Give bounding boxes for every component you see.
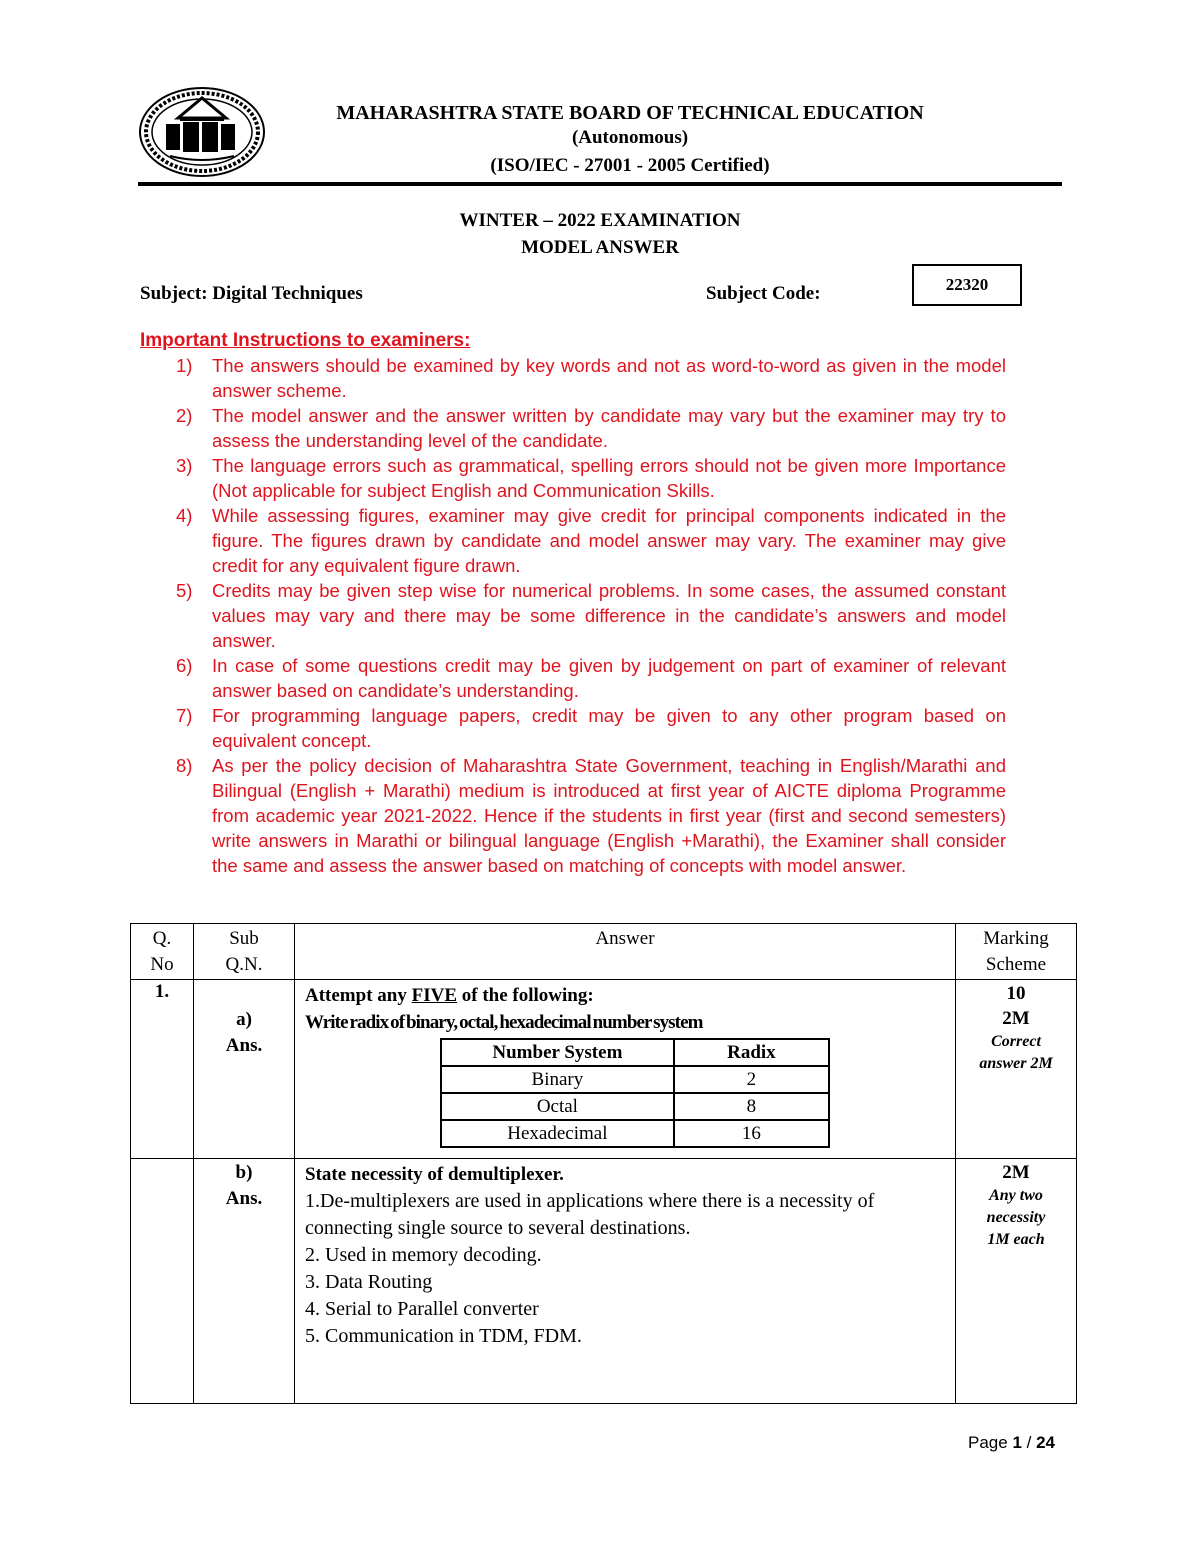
scheme-a-line2: answer 2M — [979, 1055, 1053, 1072]
radix-table — [440, 1038, 830, 1148]
radix-header-system: Number System — [441, 1039, 674, 1066]
exam-title: WINTER – 2022 EXAMINATION — [459, 210, 741, 231]
instruction-item — [140, 403, 1006, 453]
instructions-list — [140, 353, 1006, 878]
table-row — [131, 1159, 1077, 1404]
instruction-text: The language errors such as grammatical, spelling errors should not be given more Importance (Not applicable for subject English and Communication Skills. — [212, 455, 1006, 501]
header-sub-qn: Sub Q.N. — [194, 924, 295, 980]
instruction-number: 2) — [176, 405, 193, 426]
scheme-a-line1: Correct — [991, 1033, 1041, 1050]
radix-value: 2 — [674, 1066, 829, 1093]
scheme-b-line3: 1M each — [987, 1231, 1045, 1248]
instruction-item — [140, 653, 1006, 703]
radix-value: 16 — [674, 1120, 829, 1147]
header-divider — [138, 182, 1062, 186]
question-number-empty — [131, 1159, 194, 1404]
instructions-title: Important Instructions to examiners: — [140, 330, 471, 351]
instruction-number: 4) — [176, 505, 193, 526]
subject-label: Subject: Digital Techniques — [140, 283, 363, 304]
answer-point: 2. Used in memory decoding. — [305, 1244, 542, 1266]
radix-value: 8 — [674, 1093, 829, 1120]
msbte-logo — [136, 84, 268, 180]
instruction-item — [140, 503, 1006, 578]
page-number: Page 1 / 24 — [968, 1433, 1055, 1452]
instruction-number: 8) — [176, 755, 193, 776]
instruction-item — [140, 578, 1006, 653]
answer-cell-a — [295, 980, 956, 1159]
answer-point: 5. Communication in TDM, FDM. — [305, 1325, 582, 1347]
instruction-item — [140, 353, 1006, 403]
instruction-text: The answers should be examined by key words and not as word-to-word as given in the model answer scheme. — [212, 355, 1006, 401]
radix-system: Binary — [441, 1066, 674, 1093]
instruction-text: For programming language papers, credit may be given to any other program based on equivalent concept. — [212, 705, 1006, 751]
radix-row — [441, 1066, 829, 1093]
radix-system: Octal — [441, 1093, 674, 1120]
autonomous-label: (Autonomous) — [571, 127, 689, 148]
exam-subtitle: MODEL ANSWER — [521, 237, 679, 258]
sub-question-a: a) Ans. — [194, 980, 295, 1159]
instruction-number: 1) — [176, 355, 193, 376]
answer-point: 4. Serial to Parallel converter — [305, 1298, 539, 1320]
radix-row — [441, 1120, 829, 1147]
marking-cell-a — [956, 980, 1077, 1159]
instruction-text: While assessing figures, examiner may give credit for principal components indicated in the figure. The figures drawn by candidate and model answer may vary. The examiner may give credit for any equivalent figure drawn. — [212, 505, 1006, 576]
instruction-item — [140, 753, 1006, 878]
radix-header-radix: Radix — [674, 1039, 829, 1066]
question-b-text: State necessity of demultiplexer. — [305, 1164, 564, 1185]
marks-b: 2M — [1002, 1162, 1030, 1183]
board-name: MAHARASHTRA STATE BOARD OF TECHNICAL EDUCATION — [336, 102, 924, 124]
radix-system: Hexadecimal — [441, 1120, 674, 1147]
question-number: 1. — [131, 980, 194, 1159]
scheme-b-line1: Any two — [989, 1187, 1043, 1204]
header-q-no: Q. No — [131, 924, 194, 980]
marks-a: 2M — [1002, 1008, 1030, 1029]
subject-code-box — [912, 264, 1022, 306]
total-marks: 10 — [1006, 983, 1026, 1004]
radix-row — [441, 1093, 829, 1120]
instruction-item — [140, 703, 1006, 753]
sub-question-b: b) Ans. — [194, 1159, 295, 1404]
certification-label: (ISO/IEC - 27001 - 2005 Certified) — [490, 155, 770, 176]
instruction-number: 7) — [176, 705, 193, 726]
instruction-item — [140, 453, 1006, 503]
instruction-text: In case of some questions credit may be given by judgement on part of examiner of relevant answer based on candidate’s understanding. — [212, 655, 1006, 701]
instruction-number: 5) — [176, 580, 193, 601]
instruction-number: 6) — [176, 655, 193, 676]
table-row — [131, 980, 1077, 1159]
header-answer: Answer — [295, 924, 956, 980]
answer-point: 3. Data Routing — [305, 1271, 433, 1293]
marking-cell-b — [956, 1159, 1077, 1404]
attempt-instruction: Attempt any FIVE of the following: — [305, 985, 594, 1006]
question-a-text: Write radix of binary, octal, hexadecimal number system — [305, 1012, 703, 1033]
subject-code: 22320 — [945, 275, 989, 294]
answer-cell-b — [295, 1159, 956, 1404]
scheme-b-line2: necessity — [986, 1209, 1046, 1226]
header-marking-scheme: Marking Scheme — [956, 924, 1077, 980]
instruction-text: The model answer and the answer written by candidate may vary but the examiner may try to assess the understanding level of the candidate. — [212, 405, 1006, 451]
radix-header-row — [441, 1039, 829, 1066]
subject-code-label: Subject Code: — [706, 283, 821, 304]
table-header-row — [131, 924, 1077, 980]
answer-table — [130, 923, 1077, 1404]
answer-point: 1.De-multiplexers are used in applications where there is a necessity of connecting single source to several destinations. — [305, 1190, 875, 1239]
instruction-text: Credits may be given step wise for numerical problems. In some cases, the assumed constant values may vary and there may be some difference in the candidate’s answers and model answer. — [212, 580, 1006, 651]
instruction-text: As per the policy decision of Maharashtra State Government, teaching in English/Marathi and Bilingual (English + Marathi) medium is introduced at first year of AICTE diploma Programme from academic year 2021-2022. Hence if the students in first year (first and second semesters) write answers in Marathi or bilingual language (English +Marathi), the Examiner shall consider the same and assess the answer based on matching of concepts with model answer. — [212, 755, 1006, 876]
instruction-number: 3) — [176, 455, 193, 476]
